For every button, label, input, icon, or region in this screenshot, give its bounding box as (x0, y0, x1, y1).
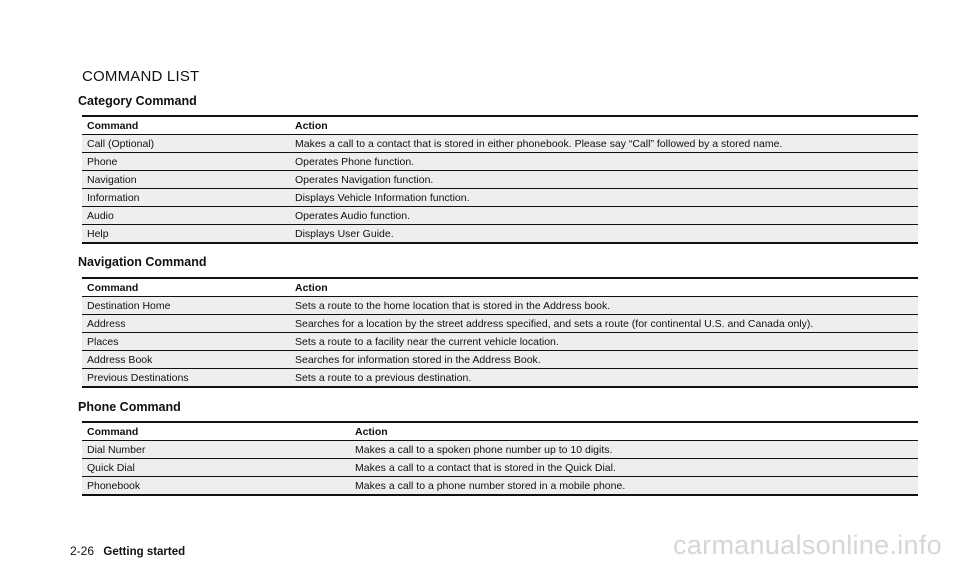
command-cell: Destination Home (82, 297, 290, 315)
command-cell: Quick Dial (82, 459, 350, 477)
command-cell: Information (82, 189, 290, 207)
table-row (82, 207, 918, 225)
column-header-command: Command (82, 116, 290, 135)
watermark: carmanualsonline.info (673, 530, 942, 560)
table-row (82, 333, 918, 351)
command-cell: Address Book (82, 351, 290, 369)
column-header-command: Command (82, 422, 350, 441)
table-row (82, 171, 918, 189)
command-cell: Audio (82, 207, 290, 225)
column-header-action: Action (350, 422, 918, 441)
action-cell: Sets a route to the home location that is stored in the Address book. (290, 297, 918, 315)
action-cell: Makes a call to a contact that is stored in either phonebook. Please say “Call” followed by a stored name. (290, 135, 918, 153)
table-row (82, 369, 918, 388)
action-cell: Makes a call to a contact that is stored in the Quick Dial. (350, 459, 918, 477)
action-cell: Sets a route to a facility near the current vehicle location. (290, 333, 918, 351)
action-cell: Operates Navigation function. (290, 171, 918, 189)
action-cell: Operates Phone function. (290, 153, 918, 171)
phone-command-table (82, 421, 918, 496)
action-cell: Makes a call to a spoken phone number up to 10 digits. (350, 441, 918, 459)
column-header-action: Action (290, 278, 918, 297)
table-row (82, 135, 918, 153)
action-cell: Sets a route to a previous destination. (290, 369, 918, 388)
page-footer (70, 544, 185, 558)
action-cell: Displays Vehicle Information function. (290, 189, 918, 207)
section-title-phone-command: Phone Command (78, 400, 181, 414)
table-row (82, 441, 918, 459)
action-cell: Operates Audio function. (290, 207, 918, 225)
table-header-row (82, 422, 918, 441)
command-cell: Previous Destinations (82, 369, 290, 388)
page-title: COMMAND LIST (82, 68, 200, 85)
action-cell: Makes a call to a phone number stored in a mobile phone. (350, 477, 918, 496)
command-cell: Call (Optional) (82, 135, 290, 153)
page-number: 2-26 (70, 544, 95, 558)
column-header-action: Action (290, 116, 918, 135)
action-cell: Searches for a location by the street address specified, and sets a route (for continental U.S. and Canada only). (290, 315, 918, 333)
command-cell: Places (82, 333, 290, 351)
table-row (82, 153, 918, 171)
section-title-navigation-command: Navigation Command (78, 255, 207, 269)
action-cell: Searches for information stored in the Address Book. (290, 351, 918, 369)
command-cell: Help (82, 225, 290, 244)
table-row (82, 189, 918, 207)
command-cell: Dial Number (82, 441, 350, 459)
command-cell: Address (82, 315, 290, 333)
table-header-row (82, 116, 918, 135)
action-cell: Displays User Guide. (290, 225, 918, 244)
table-row (82, 477, 918, 496)
footer-section-name: Getting started (103, 546, 186, 558)
category-command-table (82, 115, 918, 244)
navigation-command-table (82, 277, 918, 388)
command-cell: Phone (82, 153, 290, 171)
table-row (82, 297, 918, 315)
command-cell: Phonebook (82, 477, 350, 496)
column-header-command: Command (82, 278, 290, 297)
command-cell: Navigation (82, 171, 290, 189)
table-row (82, 225, 918, 244)
table-row (82, 351, 918, 369)
table-row (82, 315, 918, 333)
table-row (82, 459, 918, 477)
section-title-category-command: Category Command (78, 94, 197, 108)
table-header-row (82, 278, 918, 297)
